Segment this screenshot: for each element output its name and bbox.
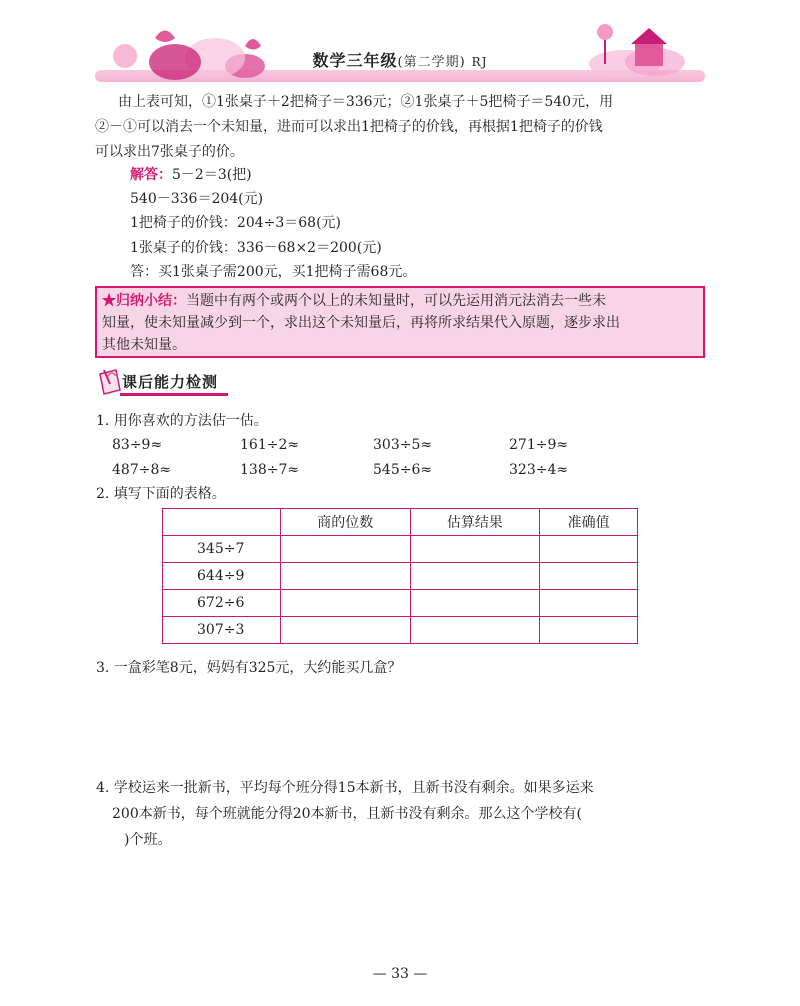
table-row-label: 345÷7 bbox=[163, 536, 281, 563]
section-underline bbox=[120, 393, 228, 396]
table-row-label: 644÷9 bbox=[163, 563, 281, 590]
table-row-label: 307÷3 bbox=[163, 617, 281, 644]
summary-label: ★归纳小结： bbox=[102, 293, 186, 309]
solution-step-3: 1把椅子的价钱：204÷3＝68(元) bbox=[130, 215, 342, 231]
summary-line-1: ★归纳小结：当题中有两个或两个以上的未知量时，可以先运用消元法消去一些未 bbox=[102, 293, 606, 309]
q1-item: 271÷9≈ bbox=[509, 437, 569, 453]
q1-item: 487÷8≈ bbox=[112, 462, 172, 478]
table-header-cell bbox=[163, 509, 281, 536]
q3-answer-area[interactable] bbox=[96, 684, 706, 768]
table-header-cell: 估算结果 bbox=[410, 509, 540, 536]
analysis-line-1: 由上表可知，①1张桌子＋2把椅子＝336元；②1张桌子＋5把椅子＝540元，用 bbox=[118, 94, 614, 110]
q2-prompt: 2. 填写下面的表格。 bbox=[96, 486, 226, 502]
solution-step-4: 1张桌子的价钱：336－68×2＝200(元) bbox=[130, 240, 382, 256]
solution-label: 解答： bbox=[130, 167, 172, 183]
answer-cell[interactable] bbox=[281, 563, 411, 590]
table-row bbox=[163, 590, 638, 617]
page-number: — 33 — bbox=[372, 966, 428, 982]
pencil-book-icon bbox=[96, 366, 124, 396]
answer-cell[interactable] bbox=[410, 536, 540, 563]
answer-cell[interactable] bbox=[540, 536, 638, 563]
summary-line-3: 其他未知量。 bbox=[102, 337, 186, 353]
solution-step-2: 540－336＝204(元) bbox=[130, 191, 264, 207]
table-header-row bbox=[163, 509, 638, 536]
estimate-table bbox=[162, 508, 638, 644]
answer-cell[interactable] bbox=[281, 590, 411, 617]
answer-cell[interactable] bbox=[410, 590, 540, 617]
q1-item: 161÷2≈ bbox=[240, 437, 300, 453]
q1-item: 323÷4≈ bbox=[509, 462, 569, 478]
solution-answer: 答：买1张桌子需200元，买1把椅子需68元。 bbox=[130, 264, 417, 280]
answer-cell[interactable] bbox=[540, 590, 638, 617]
answer-cell[interactable] bbox=[410, 563, 540, 590]
q4-line-3: )个班。 bbox=[124, 832, 172, 848]
solution-step-1: 解答：5－2＝3(把) bbox=[130, 167, 252, 183]
q1-item: 545÷6≈ bbox=[373, 462, 433, 478]
analysis-line-3: 可以求出7张桌子的价。 bbox=[95, 144, 244, 160]
q1-item: 138÷7≈ bbox=[240, 462, 300, 478]
summary-line-2: 知量，使未知量减少到一个，求出这个未知量后，再将所求结果代入原题，逐步求出 bbox=[102, 315, 620, 331]
q4-line-2: 200本新书，每个班就能分得20本新书，且新书没有剩余。那么这个学校有( bbox=[112, 806, 582, 822]
analysis-line-2: ②－①可以消去一个未知量，进而可以求出1把椅子的价钱，再根据1把椅子的价钱 bbox=[95, 119, 603, 135]
section-title: 课后能力检测 bbox=[122, 373, 219, 391]
table-row bbox=[163, 617, 638, 644]
answer-cell[interactable] bbox=[540, 617, 638, 644]
q1-item: 83÷9≈ bbox=[112, 437, 163, 453]
answer-cell[interactable] bbox=[410, 617, 540, 644]
table-header-cell: 商的位数 bbox=[281, 509, 411, 536]
q3-prompt: 3. 一盒彩笔8元，妈妈有325元，大约能买几盒？ bbox=[96, 660, 402, 676]
table-row bbox=[163, 563, 638, 590]
summary-box bbox=[95, 286, 705, 358]
q1-prompt: 1. 用你喜欢的方法估一估。 bbox=[96, 413, 268, 429]
table-row-label: 672÷6 bbox=[163, 590, 281, 617]
table-row bbox=[163, 536, 638, 563]
answer-cell[interactable] bbox=[281, 536, 411, 563]
q1-item: 303÷5≈ bbox=[373, 437, 433, 453]
answer-cell[interactable] bbox=[540, 563, 638, 590]
table-header-cell: 准确值 bbox=[540, 509, 638, 536]
answer-cell[interactable] bbox=[281, 617, 411, 644]
q4-line-1: 4. 学校运来一批新书，平均每个班分得15本新书，且新书没有剩余。如果多运来 bbox=[96, 780, 594, 796]
header-title: 数学三年级(第二学期) RJ bbox=[312, 51, 488, 70]
